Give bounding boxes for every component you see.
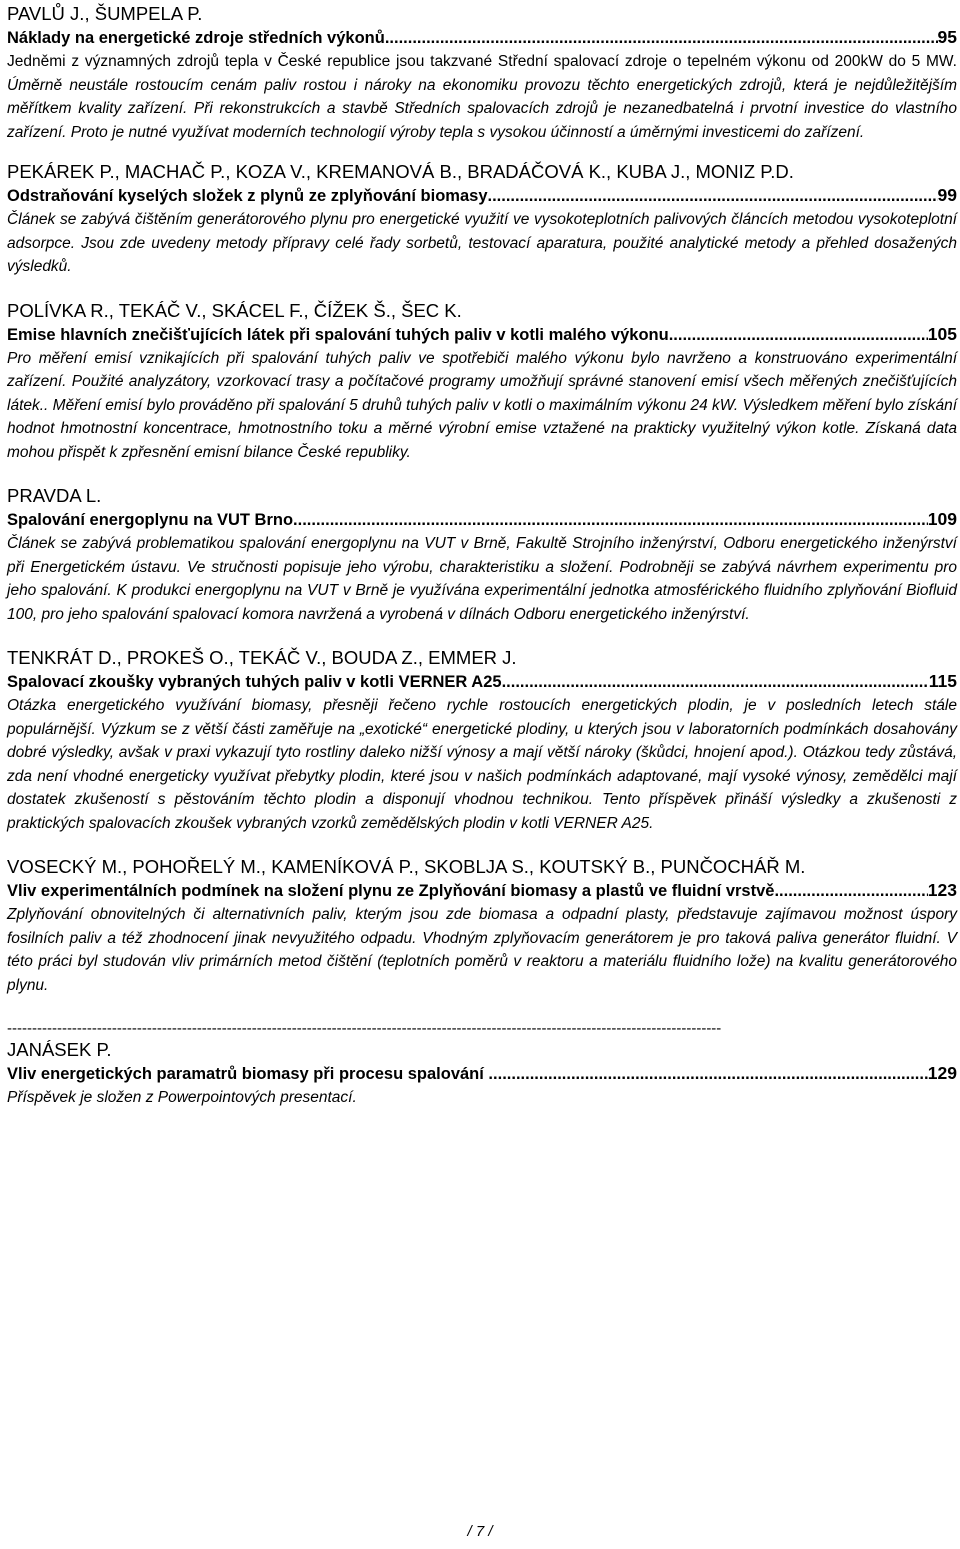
entry-abstract: Příspěvek je složen z Powerpointových presentací.	[7, 1089, 357, 1106]
entry-authors: JANÁSEK P.	[7, 1039, 112, 1060]
leader-dots	[293, 508, 928, 532]
toc-entry-5	[7, 647, 957, 835]
entry-abstract: Zplyňování obnovitelných či alternativních paliv, kterým jsou zde biomasa a odpadní plasty, představuje zajímavou možnost úspory fosilních paliv a též zhodnocení jinak nevyužitého odpadu. Vhodným zplyňovacím generátorem je pro taková paliva generátor fluidní. V této práci byl studován vliv primárních metod čištění (teplotních poměrů v reaktoru a materiálu fluidního lože) na kvalitu generátorového plynu.	[7, 906, 957, 994]
entry-authors: POLÍVKA R., TEKÁČ V., SKÁCEL F., ČÍŽEK Š., ŠEC K.	[7, 299, 462, 321]
leader-dots	[385, 26, 938, 50]
document-page	[7, 0, 957, 1110]
entry-title-line	[7, 183, 957, 208]
toc-entry-2	[7, 161, 957, 279]
entry-title: Vliv experimentálních podmínek na složení plynu ze Zplyňování biomasy a plastů ve fluidní vrstvě	[7, 882, 775, 900]
toc-entry-3	[7, 300, 957, 465]
entry-page-number: 123	[927, 880, 957, 900]
entry-page-number: 129	[927, 1063, 957, 1083]
entry-authors: TENKRÁT D., PROKEŠ O., TEKÁČ V., BOUDA Z., EMMER J.	[7, 647, 517, 668]
toc-entry-7	[7, 1039, 957, 1110]
toc-entry-6	[7, 856, 957, 997]
entry-title: Spalování energoplynu na VUT Brno	[7, 511, 294, 529]
abstract-italic-text: Úměrně neustále rostoucím cenám paliv rostou i nároky na ekonomiku provozu těchto energetických zdrojů, která je nejdůležitějším měřítkem kvality zařízení. Při rekonstrukcích a stavbě Středních spalovacích zdrojů je nezanedbatelná i prvotní investice do vlastního zařízení. Proto je nutné využívat moderních technologií výroby tepla s vysokou účinností a úměrnými investicemi do zařízení.	[7, 76, 957, 141]
entry-page-number: 109	[927, 509, 957, 529]
entry-abstract: Pro měření emisí vznikajících při spalování tuhých paliv ve spotřebiči malého výkonu bylo navrženo a konstruováno experimentální zařízení. Použité analyzátory, vzorkovací trasy a počítačové programy umožňují správné stanovení emisí všech měřených znečišťujících látek.. Měření emisí bylo prováděno při spalování 5 druhů tuhých paliv v kotli o maximálním výkonu 24 kW. Výsledkem měření bylo získání hodnot hmotnostní koncentrace, hmotnostního toku a měrné výrobní emise vztažené na prakticky využitelný výkon kotle. Získaná data mohou přispět k zpřesnění emisní bilance České republiky.	[7, 349, 957, 461]
entry-abstract: Otázka energetického využívání biomasy, přesněji řečeno rychle rostoucích energetických plodin, je v posledních letech stále populárnější. Výzkum se z větší části zaměřuje na „exotické“ energetické plodiny, u kterých jsou v laboratorních podmínkách dosahovány dobré výsledky, avšak v praxi vykazují tyto rostliny daleko nižší výnosy a mají větší nároky (škůdci, hnojení apod.). Otázkou tedy zůstává, zda není vhodné energeticky využívat přebytky plodin, které jsou v našich podmínkách adaptované, mají vysoké výnosy, zemědělci mají dostatek zkušeností s pěstováním těchto plodin a disponují vhodnou technikou. Tento příspěvek přináší výsledky a zkušenosti z praktických spalovacích zkoušek vybraných vzorků zemědělských plodin v kotli VERNER A25.	[7, 697, 957, 832]
leader-dots	[669, 323, 928, 347]
entry-title: Spalovací zkoušky vybraných tuhých paliv v kotli VERNER A25	[7, 673, 502, 691]
entry-title: Vliv energetických paramatrů biomasy při procesu spalování .	[7, 1065, 494, 1083]
entry-title-line	[7, 1061, 957, 1086]
toc-entry-4	[7, 485, 957, 626]
entry-page-number: 115	[928, 671, 957, 691]
entry-page-number: 95	[937, 27, 957, 47]
leader-dots	[488, 184, 938, 208]
entry-abstract	[7, 50, 957, 144]
leader-dots	[502, 670, 929, 694]
entry-authors: PAVLŮ J., ŠUMPELA P.	[7, 3, 203, 24]
entry-title-line	[7, 669, 957, 694]
leader-dots	[774, 879, 927, 903]
toc-entry-1	[7, 3, 957, 144]
entry-abstract: Článek se zabývá čištěním generátorového plynu pro energetické využití ve vysokoteplotních palivových článcích metodou vysokoteplotní adsorpce. Jsou zde uvedeny metody přípravy celé řady sorbetů, testovací aparatura, použité analytické metody a přehled dosažených výsledků.	[7, 211, 957, 275]
entry-title-line	[7, 507, 957, 532]
entry-page-number: 105	[927, 323, 957, 344]
entry-title: Emise hlavních znečišťujících látek při spalování tuhých paliv v kotli malého výkonu	[7, 325, 669, 344]
entry-title-line	[7, 25, 957, 50]
entry-title: Odstraňování kyselých složek z plynů ze zplyňování biomasy	[7, 187, 488, 205]
entry-title: Náklady na energetické zdroje středních výkonů	[7, 29, 385, 47]
entry-authors: PRAVDA L.	[7, 485, 102, 506]
entry-page-number: 99	[937, 185, 957, 205]
abstract-upright-text: Jedněmi z významných zdrojů tepla v České republice jsou takzvané Střední spalovací zdroje o tepelném výkonu od 200kW do 5 MW.	[7, 53, 957, 70]
entry-title-line	[7, 878, 957, 903]
leader-dots	[493, 1062, 928, 1086]
entry-title-line	[7, 322, 957, 347]
page-footer-number: / 7 /	[467, 1523, 493, 1540]
entry-abstract: Článek se zabývá problematikou spalování energoplynu na VUT v Brně, Fakultě Strojního inženýrství, Odboru energetického inženýrství při Energetickém ústavu. Ve stručnosti popisuje jeho výrobu, charakteristiku a složení. Podrobněji se zabývá návrhem experimentu pro jeho spalování. K produkci energoplynu na VUT v Brně je využívána experimentální jednotka atmosférického fluidního zplyňování Biofluid 100, pro jeho spalování spalovací komora navržená a vyrobená v dílnách Odboru energetického inženýrství.	[7, 535, 957, 623]
entry-authors: PEKÁREK P., MACHAČ P., KOZA V., KREMANOVÁ B., BRADÁČOVÁ K., KUBA J., MONIZ P.D.	[7, 161, 794, 182]
separator-line: -----------------------------------------------------------------------------------------------------------------------------------------------	[7, 1020, 722, 1037]
entry-authors: VOSECKÝ M., POHOŘELÝ M., KAMENÍKOVÁ P., SKOBLJA S., KOUTSKÝ B., PUNČOCHÁŘ M.	[7, 856, 806, 877]
